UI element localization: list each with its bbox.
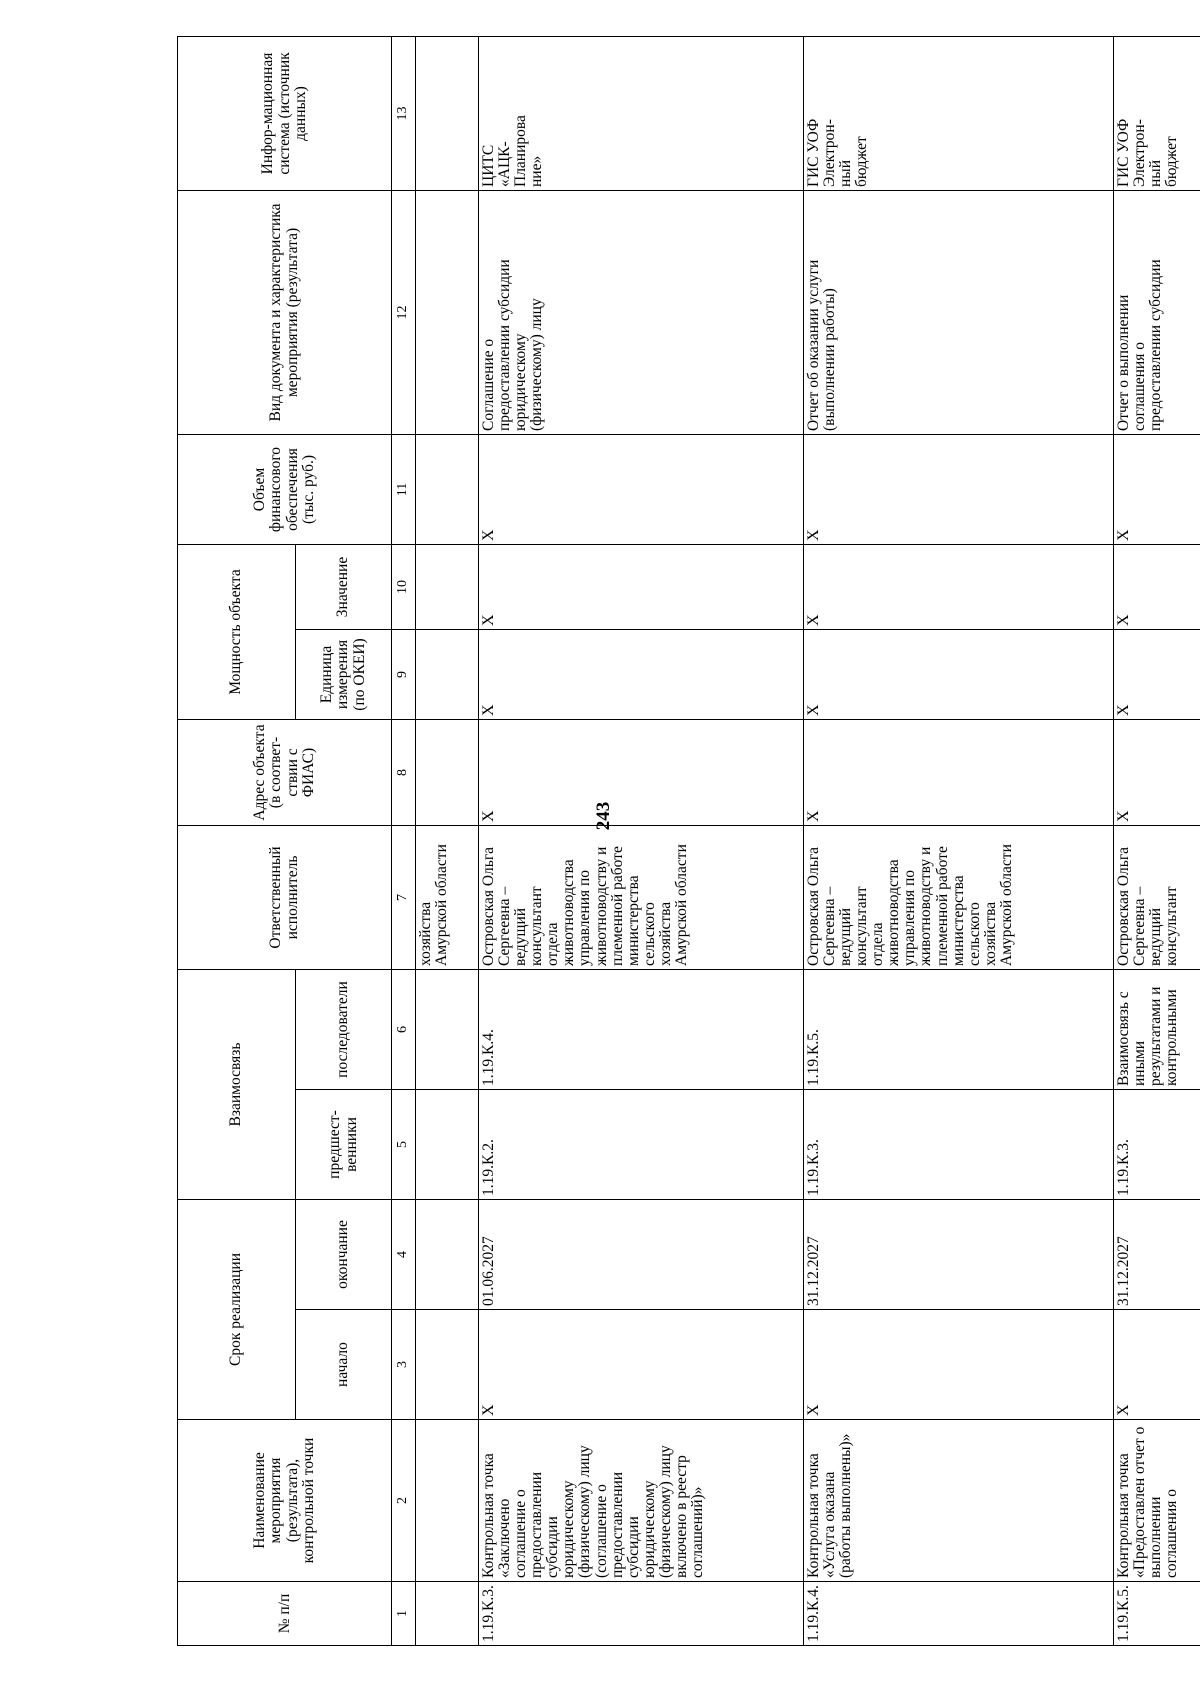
column-number: 6	[392, 970, 416, 1090]
header-link: Взаимосвязь	[178, 970, 296, 1200]
row-document: Соглашение о предоставлении субсидии юридическому (физическому) лицу	[478, 191, 803, 435]
row-predecessor: 1.19.К.3.	[803, 1090, 1113, 1200]
row-financing: X	[1114, 435, 1200, 545]
row-capacity-value: X	[478, 545, 803, 630]
row-successor: 1.19.К.5.	[803, 970, 1113, 1090]
header-info-system: Инфор-мационная система (источник данных)	[178, 37, 392, 191]
row-successor: Взаимосвязь с иными результатами и контрольными	[1114, 970, 1200, 1090]
row-name: Контрольная точка «Предоставлен отчет о выполнении соглашения о	[1114, 1420, 1200, 1582]
column-number: 3	[392, 1310, 416, 1420]
row-responsible: Островская Ольга Сергеевна – ведущий консультант	[1114, 826, 1200, 970]
table-cell	[416, 1090, 479, 1200]
plan-table	[177, 36, 1200, 1646]
column-number: 11	[392, 435, 416, 545]
column-number: 9	[392, 630, 416, 720]
row-end: 31.12.2027	[803, 1200, 1113, 1310]
header-term-end: окончание	[295, 1200, 391, 1310]
row-number: 1.19.К.4.	[803, 1582, 1113, 1646]
header-name: Наименование мероприятия (результата), контрольной точки	[178, 1420, 392, 1582]
row-address: X	[478, 720, 803, 826]
column-number: 10	[392, 545, 416, 630]
row-document: Отчет об оказании услуги (выполнении работы)	[803, 191, 1113, 435]
row-name: Контрольная точка «Услуга оказана (работы выполнены)»	[803, 1420, 1113, 1582]
header-document: Вид документа и характеристика мероприятия (результата)	[178, 191, 392, 435]
row-start: X	[803, 1310, 1113, 1420]
row-name: Контрольная точка «Заключено соглашение о предоставлении субсидии юридическому (физическому) лицу (соглашение о предоставлении субсидии юридическому (физическому) лицу включено в реестр соглашений)»	[478, 1420, 803, 1582]
row-number: 1.19.К.5.	[1114, 1582, 1200, 1646]
table-cell	[416, 630, 479, 720]
page-number: 243	[593, 801, 614, 831]
header-responsible: Ответственный исполнитель	[178, 826, 392, 970]
column-number: 1	[392, 1582, 416, 1646]
column-number: 12	[392, 191, 416, 435]
column-number: 5	[392, 1090, 416, 1200]
row-capacity-value: X	[803, 545, 1113, 630]
table-cell	[416, 435, 479, 545]
table-row	[803, 37, 1113, 1646]
header-capacity-unit: Единица измерения (по ОКЕИ)	[295, 630, 391, 720]
table-cell	[416, 970, 479, 1090]
row-start: X	[478, 1310, 803, 1420]
row-successor: 1.19.К.4.	[478, 970, 803, 1090]
table-cell	[416, 1310, 479, 1420]
table-cell	[416, 1420, 479, 1582]
table-cell	[416, 720, 479, 826]
table-cell	[416, 191, 479, 435]
column-number: 7	[392, 826, 416, 970]
row-capacity-unit: X	[1114, 630, 1200, 720]
row-predecessor: 1.19.К.2.	[478, 1090, 803, 1200]
row-address: X	[1114, 720, 1200, 826]
header-row-top	[178, 37, 296, 1646]
row-end: 31.12.2027	[1114, 1200, 1200, 1310]
table-row	[478, 37, 803, 1646]
header-term-start: начало	[295, 1310, 391, 1420]
row-end: 01.06.2027	[478, 1200, 803, 1310]
row-predecessor: 1.19.К.3.	[1114, 1090, 1200, 1200]
continuation-row	[416, 37, 479, 1646]
row-responsible: Островская Ольга Сергеевна – ведущий консультант отдела животноводства управления по животноводству и племенной работе министерства сельского хозяйства Амурской области	[478, 826, 803, 970]
table-cell	[416, 37, 479, 191]
row-capacity-unit: X	[803, 630, 1113, 720]
header-link-next: последователи	[295, 970, 391, 1090]
row-capacity-value: X	[1114, 545, 1200, 630]
row-info-system: ГИС УОФ Электрон- ный бюджет	[1114, 37, 1200, 191]
column-number: 8	[392, 720, 416, 826]
column-number: 4	[392, 1200, 416, 1310]
table-cell	[416, 545, 479, 630]
table-row	[1114, 37, 1200, 1646]
row-responsible: Островская Ольга Сергеевна – ведущий консультант отдела животноводства управления по животноводству и племенной работе министерства сельского хозяйства Амурской области	[803, 826, 1113, 970]
header-capacity: Мощность объекта	[178, 545, 296, 720]
column-number: 2	[392, 1420, 416, 1582]
table-cell	[416, 1200, 479, 1310]
row-number: 1.19.К.3.	[478, 1582, 803, 1646]
row-info-system: ГИС УОФ Электрон- ный бюджет	[803, 37, 1113, 191]
row-capacity-unit: X	[478, 630, 803, 720]
row-financing: X	[803, 435, 1113, 545]
continuation-responsible: хозяйства Амурской области	[416, 826, 479, 970]
header-capacity-value: Значение	[295, 545, 391, 630]
column-number: 13	[392, 37, 416, 191]
header-address: Адрес объекта (в соответ-ствии с ФИАС)	[178, 720, 392, 826]
row-info-system: ЦИТС «АЦК- Планирова ние»	[478, 37, 803, 191]
row-financing: X	[478, 435, 803, 545]
row-document: Отчет о выполнении соглашения о предоставлении субсидии	[1114, 191, 1200, 435]
row-start: X	[1114, 1310, 1200, 1420]
header-link-prev: предшест-венники	[295, 1090, 391, 1200]
column-number-row	[392, 37, 416, 1646]
header-no: № п/п	[178, 1582, 392, 1646]
header-term: Срок реализации	[178, 1200, 296, 1420]
header-financing: Объем финансового обеспечения (тыс. руб.)	[178, 435, 392, 545]
row-address: X	[803, 720, 1113, 826]
table-cell	[416, 1582, 479, 1646]
rotated-table-wrapper	[177, 37, 1200, 1646]
